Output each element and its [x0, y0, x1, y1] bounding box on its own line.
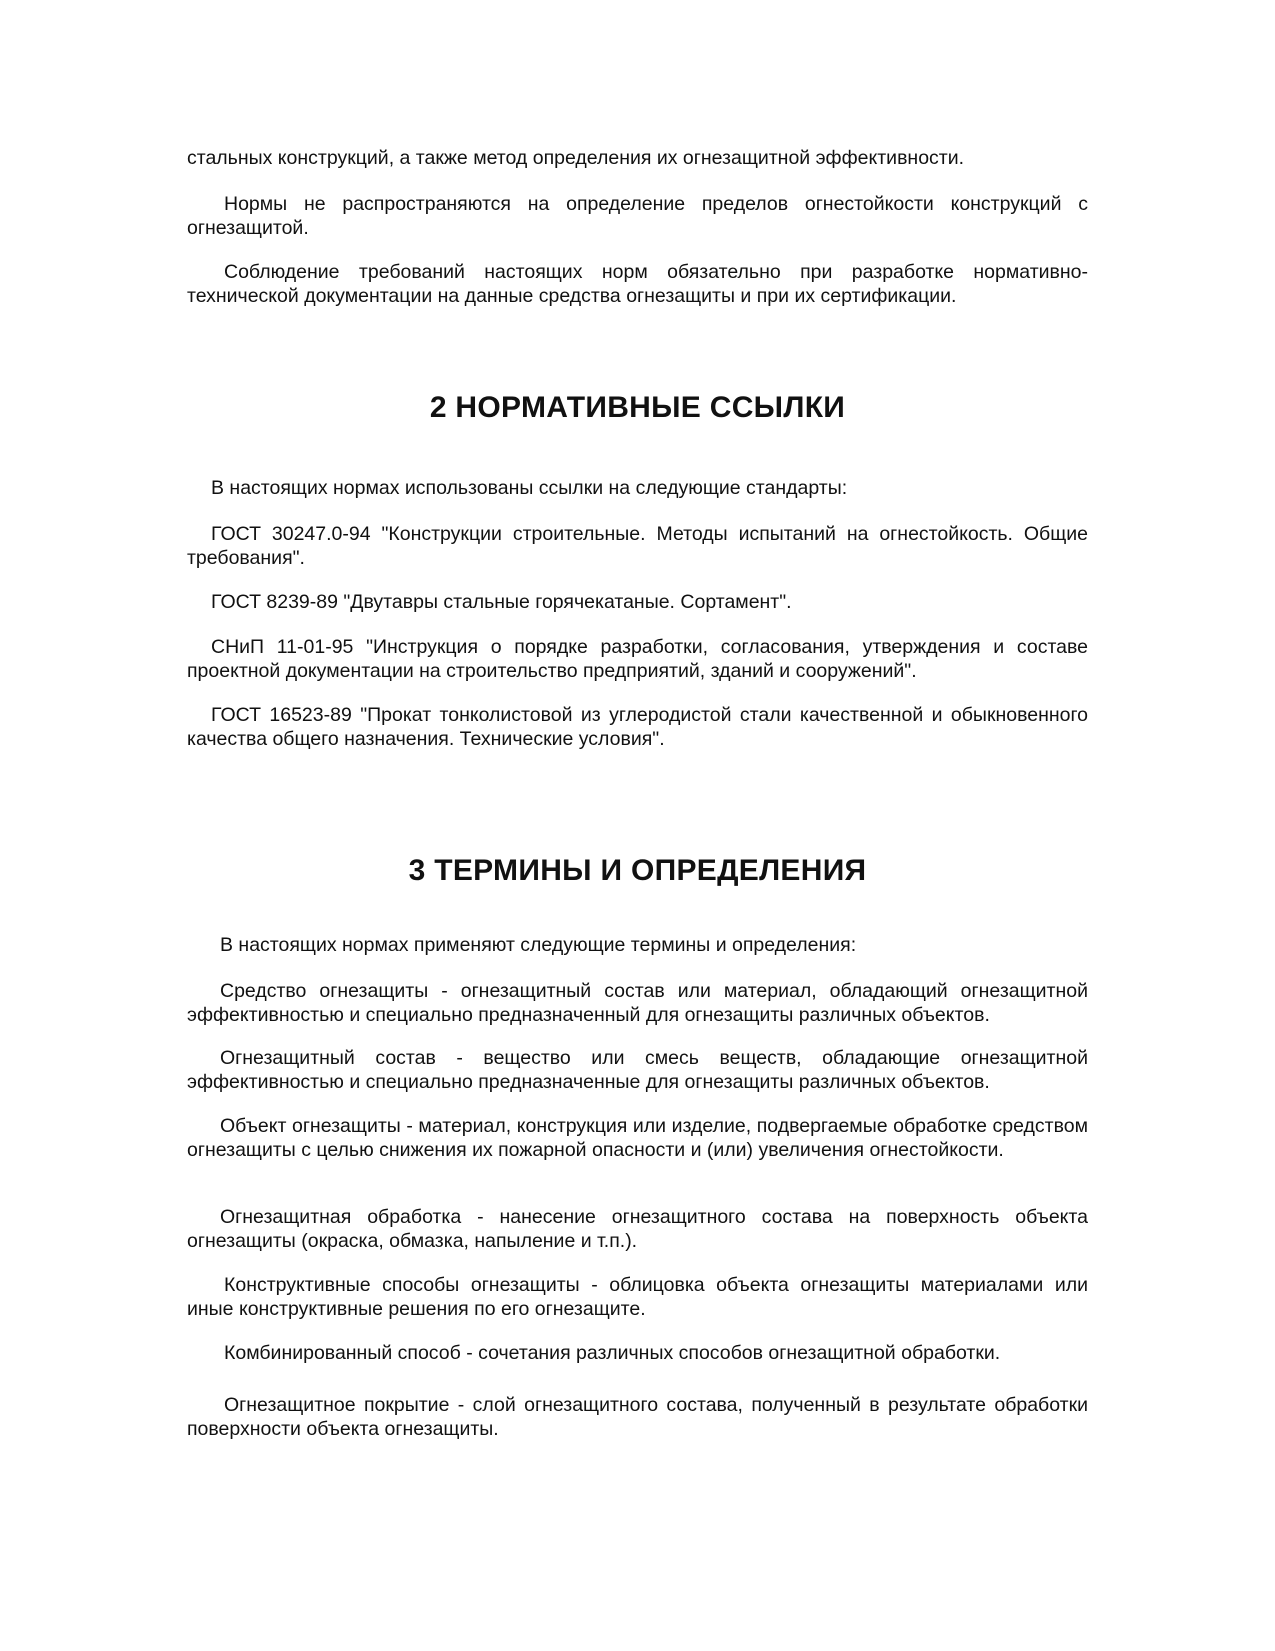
reference-item: ГОСТ 30247.0-94 "Конструкции строительные. Методы испытаний на огнестойкость. Общие требования".	[187, 523, 1088, 569]
term-definition: Огнезащитная обработка - нанесение огнезащитного состава на поверхность объекта огнезащиты (окраска, обмазка, напыление и т.п.).	[187, 1206, 1088, 1252]
term-definition: Комбинированный способ - сочетания различных способов огнезащитной обработки.	[224, 1342, 1001, 1364]
term-definition: Огнезащитный состав - вещество или смесь веществ, обладающие огнезащитной эффективностью и специально предназначенные для огнезащиты различных объектов.	[187, 1047, 1088, 1093]
section-2-heading: 2 НОРМАТИВНЫЕ ССЫЛКИ	[429, 391, 846, 424]
intro-paragraph-2: Нормы не распространяются на определение пределов огнестойкости конструкций с огнезащитой.	[187, 193, 1088, 239]
term-definition: Огнезащитное покрытие - слой огнезащитного состава, полученный в результате обработки поверхности объекта огнезащиты.	[187, 1394, 1088, 1440]
reference-item: ГОСТ 8239-89 "Двутавры стальные горячекатаные. Сортамент".	[211, 591, 792, 613]
term-definition: Средство огнезащиты - огнезащитный состав или материал, обладающий огнезащитной эффективностью и специально предназначенный для огнезащиты различных объектов.	[187, 980, 1088, 1026]
reference-item: СНиП 11-01-95 "Инструкция о порядке разработки, согласования, утверждения и составе проектной документации на строительство предприятий, зданий и сооружений".	[187, 636, 1088, 682]
intro-paragraph-3: Соблюдение требований настоящих норм обязательно при разработке нормативно-технической документации на данные средства огнезащиты и при их сертификации.	[187, 261, 1088, 307]
term-definition: Конструктивные способы огнезащиты - облицовка объекта огнезащиты материалами или иные конструктивные решения по его огнезащите.	[187, 1274, 1088, 1320]
reference-item: ГОСТ 16523-89 "Прокат тонколистовой из углеродистой стали качественной и обыкновенного качества общего назначения. Технические условия".	[187, 704, 1088, 750]
section-2-lead: В настоящих нормах использованы ссылки на следующие стандарты:	[211, 477, 848, 499]
intro-paragraph-1: стальных конструкций, а также метод определения их огнезащитной эффективности.	[187, 147, 965, 169]
section-3-lead: В настоящих нормах применяют следующие термины и определения:	[220, 934, 857, 956]
section-3-heading: 3 ТЕРМИНЫ И ОПРЕДЕЛЕНИЯ	[408, 854, 867, 887]
term-definition: Объект огнезащиты - материал, конструкция или изделие, подвергаемые обработке средством огнезащиты с целью снижения их пожарной опасности и (или) увеличения огнестойкости.	[187, 1115, 1088, 1161]
